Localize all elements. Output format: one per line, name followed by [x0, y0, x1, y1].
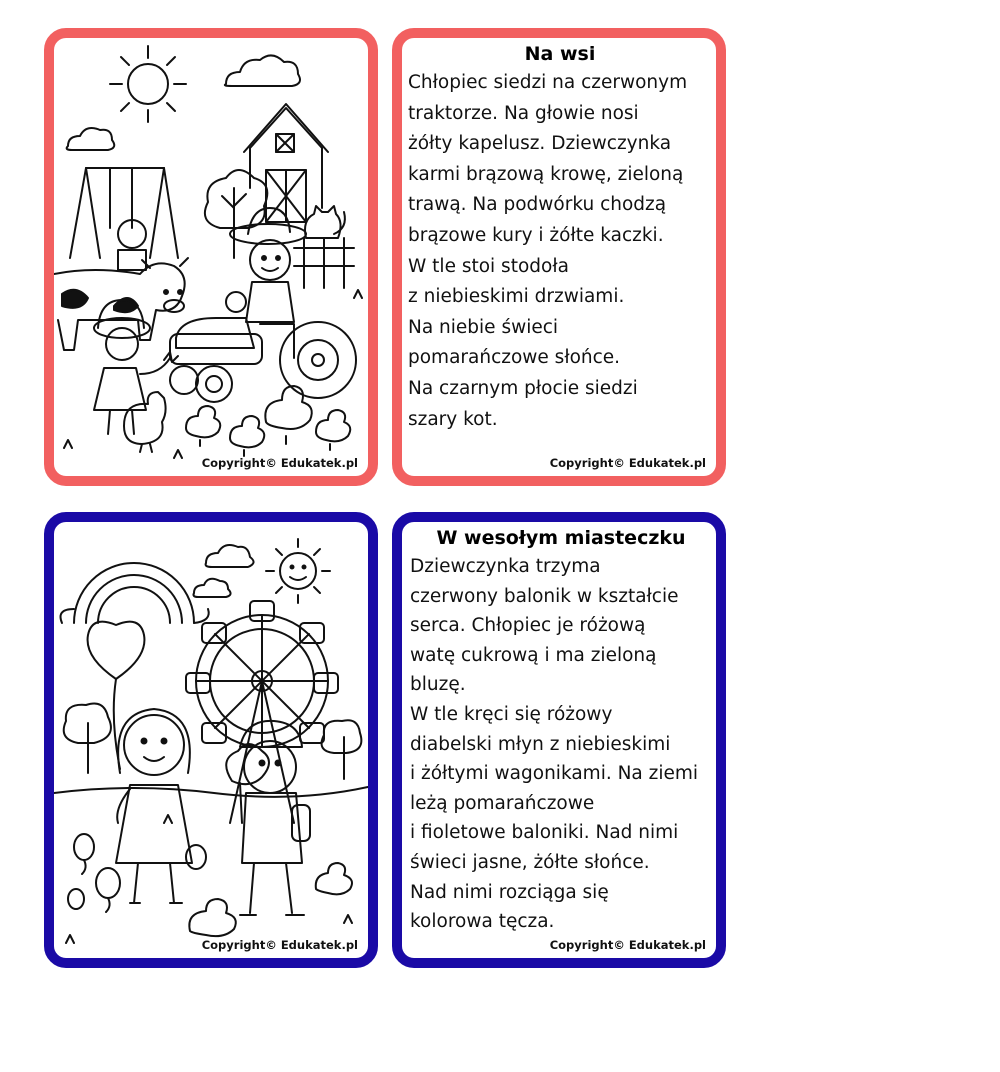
text-line: szary kot. [408, 408, 498, 430]
cloud-icon [225, 55, 300, 86]
text-line: kolorowa tęcza. [410, 911, 555, 933]
text-line: serca. Chłopiec je różową [410, 615, 646, 637]
farm-text-card [392, 28, 726, 486]
ferris-wheel-icon [186, 601, 338, 823]
sun-icon [110, 46, 186, 122]
fence-icon [294, 238, 354, 288]
sun-icon [266, 539, 330, 603]
cloud-icon [194, 579, 231, 597]
card-text-block [408, 38, 712, 435]
text-line: Na czarnym płocie siedzi [408, 377, 638, 399]
duck-icon [316, 410, 350, 450]
text-line: Dziewczynka trzyma [410, 556, 601, 577]
text-line: traktorze. Na głowie nosi [408, 102, 639, 124]
tree-icon [322, 720, 362, 779]
text-line: brązowe kury i żółte kaczki. [408, 224, 664, 246]
text-line: diabelski młyn z niebieskimi [410, 733, 671, 755]
card-title: Na wsi [524, 43, 596, 65]
ground-line [54, 787, 368, 797]
text-line: leżą pomarańczowe [410, 792, 595, 814]
text-line: żółty kapelusz. Dziewczynka [408, 133, 672, 155]
text-line: i żółtymi wagonikami. Na ziemi [410, 763, 699, 785]
copyright-label: Copyright© Edukatek.pl [201, 456, 358, 470]
girl-icon [116, 709, 192, 903]
tree-icon [64, 704, 111, 774]
rainbow-icon [61, 563, 209, 623]
copyright-label: Copyright© Edukatek.pl [201, 938, 358, 952]
text-line: W tle kręci się różowy [410, 703, 613, 725]
balloon-icon [96, 868, 120, 912]
text-line: Nad nimi rozciąga się [410, 881, 609, 903]
balloon-icon [186, 845, 206, 869]
text-line: pomarańczowe słońce. [408, 347, 621, 369]
text-line: watę cukrową i ma zieloną [410, 644, 657, 666]
text-line: bluzę. [410, 674, 466, 696]
text-line: czerwony balonik w kształcie [410, 585, 679, 607]
text-line: z niebieskimi drzwiami. [408, 286, 625, 308]
text-line: karmi brązową krowę, zieloną [408, 163, 684, 185]
cat-icon [305, 206, 345, 238]
copyright-label: Copyright© Edukatek.pl [549, 456, 706, 470]
copyright-label: Copyright© Edukatek.pl [549, 938, 706, 952]
duck-icon [189, 899, 235, 936]
farm-picture-card [44, 28, 378, 486]
farm-coloring-illustration [54, 38, 368, 476]
amusement-park-picture-card [44, 512, 378, 968]
text-line: W tle stoi stodoła [408, 255, 569, 277]
duck-icon [316, 863, 352, 894]
amusement-park-coloring-illustration [54, 522, 368, 960]
card-title: W wesołym miasteczku [436, 527, 686, 549]
balloon-icon [68, 889, 84, 909]
balloon-icon [74, 834, 94, 874]
boy-with-cotton-candy-icon [226, 721, 310, 915]
cloud-icon [67, 128, 115, 150]
barn-icon [244, 104, 328, 222]
text-line: i fioletowe baloniki. Nad nimi [410, 822, 679, 844]
tractor-icon [170, 318, 356, 402]
cloud-icon [206, 545, 254, 567]
text-line: Na niebie świeci [408, 316, 559, 338]
duck-icon [186, 406, 220, 446]
card-text-block [410, 522, 712, 937]
cow-icon [54, 258, 188, 350]
text-line: trawą. Na podwórku chodzą [408, 194, 667, 216]
amusement-park-text-card [392, 512, 726, 968]
duck-icon [230, 416, 264, 456]
heart-balloon-icon [88, 622, 145, 769]
text-line: Chłopiec siedzi na czerwonym [408, 72, 688, 93]
text-line: świeci jasne, żółte słońce. [410, 851, 650, 873]
